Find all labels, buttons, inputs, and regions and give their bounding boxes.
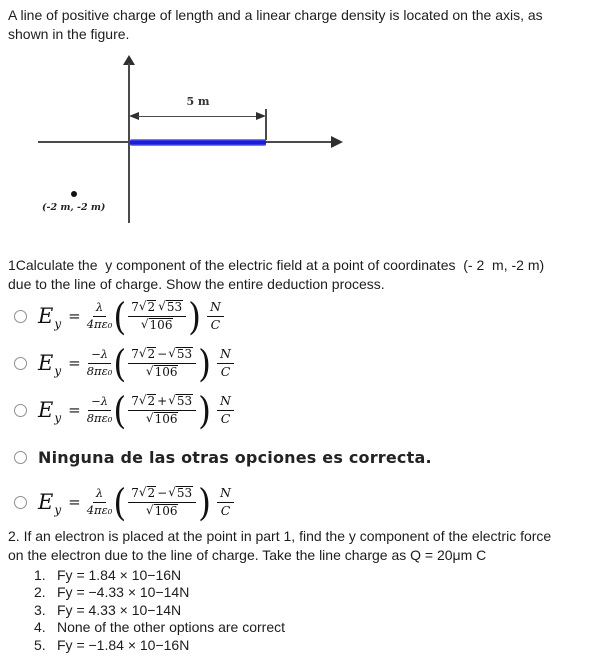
sqrt-53: √ 53 bbox=[168, 392, 193, 408]
right-paren: ) bbox=[188, 294, 201, 338]
symbol-E: E bbox=[38, 304, 54, 328]
symbol-E: E bbox=[38, 490, 54, 514]
list-item bbox=[34, 636, 285, 654]
radio-button-option-4[interactable] bbox=[14, 451, 27, 464]
sqrt-2: √ 2 bbox=[138, 392, 156, 408]
radio-button-option-3[interactable] bbox=[14, 404, 27, 417]
lambda-fraction: $\frac{\lambda}{\text{4πε₀}}$ bbox=[86, 300, 113, 331]
sqrt-106: √ 106 bbox=[145, 363, 178, 379]
equals-sign: = bbox=[68, 354, 81, 372]
question-2-prompt bbox=[8, 527, 551, 565]
symbol-E: E bbox=[38, 351, 54, 375]
equals-sign: = bbox=[68, 307, 81, 325]
q1-option-3-formula bbox=[38, 388, 234, 432]
list-item bbox=[34, 566, 285, 584]
radical-fraction: 7 √ 2 − √ 53 √ 106 bbox=[128, 486, 196, 519]
q1-option-2-formula bbox=[38, 341, 234, 385]
list-item-number: 3. bbox=[34, 601, 46, 618]
q1-option-5-formula bbox=[38, 480, 234, 524]
radio-button-option-2[interactable] bbox=[14, 357, 27, 370]
list-item-number: 1. bbox=[34, 566, 46, 583]
problem-statement bbox=[8, 6, 543, 44]
lambda-fraction: $\frac{\lambda}{\text{4πε₀}}$ bbox=[86, 486, 113, 517]
radical-fraction: 7 √ 2 − √ 53 √ 106 bbox=[128, 347, 196, 380]
q1-option-1-formula bbox=[38, 294, 224, 338]
operator: + bbox=[157, 393, 168, 408]
charge-line-figure bbox=[0, 55, 614, 240]
question-2-answer-list bbox=[34, 566, 285, 654]
list-item-text: Fy = −4.33 × 10−14N bbox=[57, 584, 190, 601]
sqrt-106: √ 106 bbox=[145, 502, 178, 518]
sqrt-53: √ 53 bbox=[168, 345, 193, 361]
lambda-fraction: $\frac{-\lambda}{\text{8πε₀}}$ bbox=[86, 394, 113, 425]
subscript-y: y bbox=[54, 502, 62, 517]
list-item-text: Fy = −1.84 × 10−16N bbox=[57, 636, 190, 653]
q1-option-3[interactable] bbox=[14, 387, 234, 433]
list-item-text: None of the other options are correct bbox=[57, 619, 286, 636]
subscript-y: y bbox=[54, 363, 62, 378]
lambda-fraction: $\frac{-\lambda}{\text{8πε₀}}$ bbox=[86, 347, 113, 378]
list-item bbox=[34, 619, 285, 637]
radical-fraction: 7 √ 2 + √ 53 √ 106 bbox=[128, 394, 196, 427]
q1-option-4[interactable] bbox=[14, 445, 432, 469]
field-point-coordinates-label: (-2 m, -2 m) bbox=[42, 202, 106, 213]
dimension-line bbox=[137, 116, 259, 117]
list-item-number: 5. bbox=[34, 636, 46, 653]
list-item-number: 2. bbox=[34, 584, 46, 601]
problem-statement-line1: A line of positive charge of length and a linear charge density is located on the axis, as bbox=[8, 7, 543, 23]
left-paren: ( bbox=[113, 294, 127, 338]
dimension-end-tick bbox=[265, 109, 267, 140]
question-1-prompt bbox=[8, 256, 544, 294]
question-1-line1: 1Calculate the y component of the electric field at a point of coordinates (- 2 m, -2 m) bbox=[8, 257, 545, 273]
field-point-dot bbox=[71, 191, 77, 197]
sqrt-106: √ 106 bbox=[140, 316, 173, 332]
sqrt-2: √ 2 bbox=[138, 345, 156, 361]
subscript-y: y bbox=[54, 410, 62, 425]
subscript-y: y bbox=[54, 316, 62, 331]
operator: − bbox=[157, 485, 168, 500]
x-axis-arrowhead-icon bbox=[331, 136, 343, 148]
radio-button-option-5[interactable] bbox=[14, 496, 27, 509]
symbol-E: E bbox=[38, 398, 54, 422]
sqrt-2: √ 2 bbox=[138, 484, 156, 500]
left-paren: ( bbox=[113, 480, 127, 524]
equals-sign: = bbox=[68, 493, 81, 511]
list-item-number: 4. bbox=[34, 619, 46, 636]
radio-button-option-1[interactable] bbox=[14, 310, 27, 323]
q1-option-2[interactable] bbox=[14, 340, 234, 386]
sqrt-53: √ 53 bbox=[158, 298, 183, 314]
units-fraction: $\frac{N}{C}$ bbox=[217, 486, 234, 518]
units-fraction: $\frac{N}{C}$ bbox=[217, 394, 234, 426]
question-1-line2: due to the line of charge. Show the entire deduction process. bbox=[8, 276, 385, 292]
units-fraction: $\frac{N}{C}$ bbox=[217, 347, 234, 379]
right-paren: ) bbox=[198, 388, 212, 432]
list-item-text: Fy = 1.84 × 10−16N bbox=[57, 566, 182, 583]
length-label: 5 m bbox=[186, 95, 210, 108]
list-item bbox=[34, 584, 285, 602]
q1-option-5[interactable] bbox=[14, 479, 234, 525]
left-paren: ( bbox=[113, 388, 127, 432]
radical-fraction: 7 √ 2 √ 53 √ 106 bbox=[128, 300, 186, 333]
sqrt-53: √ 53 bbox=[168, 484, 193, 500]
q1-option-4-label: Ninguna de las otras opciones es correcta. bbox=[38, 447, 432, 467]
equals-sign: = bbox=[68, 401, 81, 419]
left-paren: ( bbox=[113, 341, 127, 385]
q1-option-1[interactable] bbox=[14, 293, 224, 339]
problem-statement-line2: shown in the figure. bbox=[8, 26, 130, 42]
sqrt-106: √ 106 bbox=[145, 410, 178, 426]
right-paren: ) bbox=[198, 341, 212, 385]
list-item-text: Fy = 4.33 × 10−14N bbox=[57, 601, 182, 618]
sqrt-2: √ 2 bbox=[138, 298, 156, 314]
operator: − bbox=[157, 346, 168, 361]
question-2-line1: 2. If an electron is placed at the point in part 1, find the y component of the electric force bbox=[8, 528, 552, 544]
list-item bbox=[34, 601, 285, 619]
question-2-line2: on the electron due to the line of charge. Take the line charge as Q = 20μm C bbox=[8, 547, 487, 563]
line-of-charge bbox=[130, 139, 266, 146]
right-paren: ) bbox=[198, 480, 212, 524]
units-fraction: $\frac{N}{C}$ bbox=[207, 300, 224, 332]
